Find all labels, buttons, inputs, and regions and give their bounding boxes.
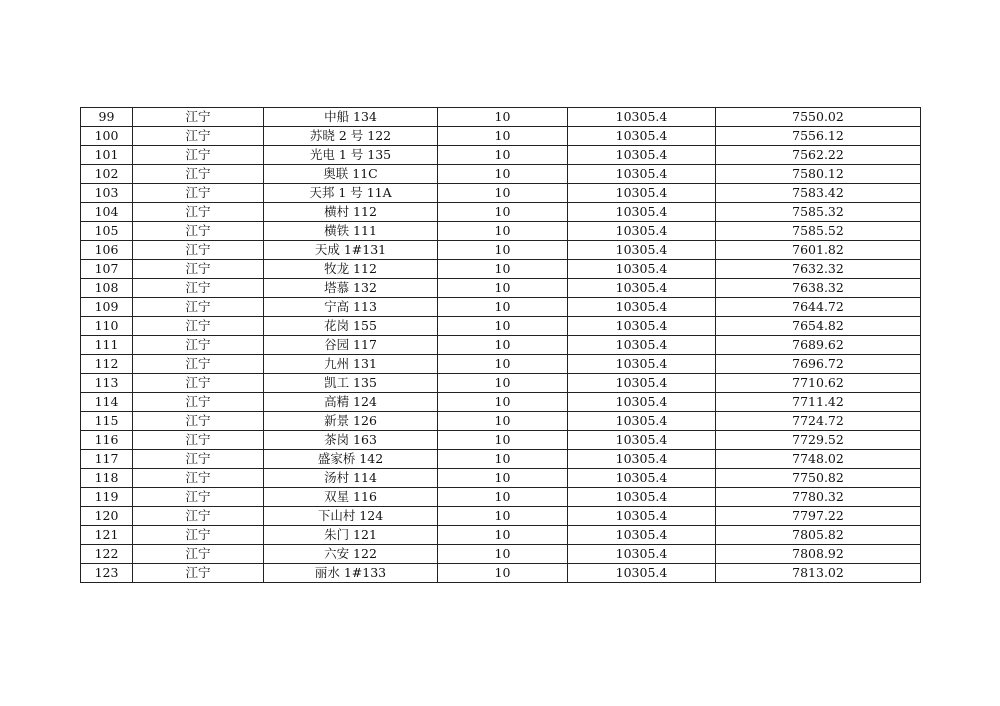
table-row <box>81 507 921 526</box>
data-table <box>80 107 921 583</box>
value-a-cell: 10 <box>438 469 568 488</box>
district-cell: 江宁 <box>133 184 264 203</box>
value-a-cell: 10 <box>438 127 568 146</box>
station-name-cell: 九州 131 <box>264 355 438 374</box>
value-c-cell: 7711.42 <box>716 393 921 412</box>
value-b-cell: 10305.4 <box>568 488 716 507</box>
value-b-cell: 10305.4 <box>568 108 716 127</box>
value-b-cell: 10305.4 <box>568 393 716 412</box>
row-number-cell: 115 <box>81 412 133 431</box>
value-c-cell: 7583.42 <box>716 184 921 203</box>
table-row <box>81 488 921 507</box>
station-name-cell: 牧龙 112 <box>264 260 438 279</box>
district-cell: 江宁 <box>133 545 264 564</box>
value-a-cell: 10 <box>438 526 568 545</box>
table-row <box>81 469 921 488</box>
value-a-cell: 10 <box>438 374 568 393</box>
value-c-cell: 7813.02 <box>716 564 921 583</box>
value-c-cell: 7750.82 <box>716 469 921 488</box>
row-number-cell: 110 <box>81 317 133 336</box>
table-row <box>81 317 921 336</box>
value-c-cell: 7556.12 <box>716 127 921 146</box>
district-cell: 江宁 <box>133 203 264 222</box>
district-cell: 江宁 <box>133 507 264 526</box>
station-name-cell: 六安 122 <box>264 545 438 564</box>
value-a-cell: 10 <box>438 431 568 450</box>
value-c-cell: 7654.82 <box>716 317 921 336</box>
value-b-cell: 10305.4 <box>568 412 716 431</box>
value-b-cell: 10305.4 <box>568 526 716 545</box>
district-cell: 江宁 <box>133 260 264 279</box>
station-name-cell: 宁高 113 <box>264 298 438 317</box>
value-a-cell: 10 <box>438 260 568 279</box>
value-a-cell: 10 <box>438 146 568 165</box>
value-b-cell: 10305.4 <box>568 279 716 298</box>
district-cell: 江宁 <box>133 355 264 374</box>
station-name-cell: 双星 116 <box>264 488 438 507</box>
district-cell: 江宁 <box>133 564 264 583</box>
row-number-cell: 117 <box>81 450 133 469</box>
row-number-cell: 108 <box>81 279 133 298</box>
value-a-cell: 10 <box>438 203 568 222</box>
value-b-cell: 10305.4 <box>568 355 716 374</box>
district-cell: 江宁 <box>133 127 264 146</box>
table-row <box>81 355 921 374</box>
value-a-cell: 10 <box>438 222 568 241</box>
value-c-cell: 7689.62 <box>716 336 921 355</box>
value-b-cell: 10305.4 <box>568 545 716 564</box>
district-cell: 江宁 <box>133 450 264 469</box>
station-name-cell: 花岗 155 <box>264 317 438 336</box>
row-number-cell: 116 <box>81 431 133 450</box>
station-name-cell: 凯工 135 <box>264 374 438 393</box>
table-row <box>81 336 921 355</box>
value-c-cell: 7562.22 <box>716 146 921 165</box>
table-row <box>81 298 921 317</box>
value-a-cell: 10 <box>438 241 568 260</box>
row-number-cell: 106 <box>81 241 133 260</box>
value-b-cell: 10305.4 <box>568 127 716 146</box>
row-number-cell: 109 <box>81 298 133 317</box>
row-number-cell: 122 <box>81 545 133 564</box>
value-a-cell: 10 <box>438 355 568 374</box>
table-row <box>81 431 921 450</box>
value-a-cell: 10 <box>438 279 568 298</box>
value-b-cell: 10305.4 <box>568 241 716 260</box>
station-name-cell: 新景 126 <box>264 412 438 431</box>
value-b-cell: 10305.4 <box>568 507 716 526</box>
district-cell: 江宁 <box>133 526 264 545</box>
value-a-cell: 10 <box>438 450 568 469</box>
table-row <box>81 127 921 146</box>
row-number-cell: 112 <box>81 355 133 374</box>
district-cell: 江宁 <box>133 393 264 412</box>
value-c-cell: 7724.72 <box>716 412 921 431</box>
value-c-cell: 7797.22 <box>716 507 921 526</box>
row-number-cell: 105 <box>81 222 133 241</box>
station-name-cell: 汤村 114 <box>264 469 438 488</box>
value-c-cell: 7601.82 <box>716 241 921 260</box>
station-name-cell: 丽水 1#133 <box>264 564 438 583</box>
row-number-cell: 101 <box>81 146 133 165</box>
value-c-cell: 7632.32 <box>716 260 921 279</box>
value-a-cell: 10 <box>438 545 568 564</box>
district-cell: 江宁 <box>133 317 264 336</box>
value-c-cell: 7550.02 <box>716 108 921 127</box>
table-row <box>81 165 921 184</box>
station-name-cell: 光电 1 号 135 <box>264 146 438 165</box>
station-name-cell: 奥联 11C <box>264 165 438 184</box>
district-cell: 江宁 <box>133 146 264 165</box>
row-number-cell: 119 <box>81 488 133 507</box>
table-row <box>81 393 921 412</box>
value-a-cell: 10 <box>438 108 568 127</box>
table-row <box>81 279 921 298</box>
district-cell: 江宁 <box>133 374 264 393</box>
row-number-cell: 111 <box>81 336 133 355</box>
station-name-cell: 中船 134 <box>264 108 438 127</box>
district-cell: 江宁 <box>133 279 264 298</box>
table-row <box>81 108 921 127</box>
row-number-cell: 104 <box>81 203 133 222</box>
table-row <box>81 222 921 241</box>
district-cell: 江宁 <box>133 108 264 127</box>
row-number-cell: 99 <box>81 108 133 127</box>
station-name-cell: 高精 124 <box>264 393 438 412</box>
row-number-cell: 103 <box>81 184 133 203</box>
station-name-cell: 盛家桥 142 <box>264 450 438 469</box>
value-c-cell: 7710.62 <box>716 374 921 393</box>
table-row <box>81 203 921 222</box>
value-b-cell: 10305.4 <box>568 222 716 241</box>
value-a-cell: 10 <box>438 488 568 507</box>
row-number-cell: 102 <box>81 165 133 184</box>
station-name-cell: 谷园 117 <box>264 336 438 355</box>
table-row <box>81 412 921 431</box>
value-a-cell: 10 <box>438 165 568 184</box>
row-number-cell: 100 <box>81 127 133 146</box>
value-b-cell: 10305.4 <box>568 431 716 450</box>
table-row <box>81 241 921 260</box>
district-cell: 江宁 <box>133 165 264 184</box>
value-b-cell: 10305.4 <box>568 146 716 165</box>
row-number-cell: 118 <box>81 469 133 488</box>
value-b-cell: 10305.4 <box>568 260 716 279</box>
value-b-cell: 10305.4 <box>568 298 716 317</box>
value-c-cell: 7638.32 <box>716 279 921 298</box>
table-row <box>81 545 921 564</box>
station-name-cell: 天成 1#131 <box>264 241 438 260</box>
table-body <box>81 108 921 583</box>
value-c-cell: 7808.92 <box>716 545 921 564</box>
value-b-cell: 10305.4 <box>568 165 716 184</box>
value-a-cell: 10 <box>438 412 568 431</box>
table-row <box>81 450 921 469</box>
district-cell: 江宁 <box>133 431 264 450</box>
district-cell: 江宁 <box>133 469 264 488</box>
value-a-cell: 10 <box>438 298 568 317</box>
station-name-cell: 塔慕 132 <box>264 279 438 298</box>
value-c-cell: 7696.72 <box>716 355 921 374</box>
value-a-cell: 10 <box>438 184 568 203</box>
value-b-cell: 10305.4 <box>568 374 716 393</box>
district-cell: 江宁 <box>133 222 264 241</box>
district-cell: 江宁 <box>133 336 264 355</box>
station-name-cell: 茶岗 163 <box>264 431 438 450</box>
value-a-cell: 10 <box>438 317 568 336</box>
value-c-cell: 7580.12 <box>716 165 921 184</box>
value-b-cell: 10305.4 <box>568 469 716 488</box>
row-number-cell: 114 <box>81 393 133 412</box>
value-c-cell: 7780.32 <box>716 488 921 507</box>
value-b-cell: 10305.4 <box>568 564 716 583</box>
value-a-cell: 10 <box>438 507 568 526</box>
value-c-cell: 7729.52 <box>716 431 921 450</box>
value-a-cell: 10 <box>438 336 568 355</box>
table-row <box>81 260 921 279</box>
station-name-cell: 横铁 111 <box>264 222 438 241</box>
row-number-cell: 123 <box>81 564 133 583</box>
value-c-cell: 7644.72 <box>716 298 921 317</box>
row-number-cell: 121 <box>81 526 133 545</box>
station-name-cell: 朱门 121 <box>264 526 438 545</box>
district-cell: 江宁 <box>133 241 264 260</box>
value-b-cell: 10305.4 <box>568 203 716 222</box>
value-b-cell: 10305.4 <box>568 317 716 336</box>
value-b-cell: 10305.4 <box>568 184 716 203</box>
value-c-cell: 7805.82 <box>716 526 921 545</box>
station-name-cell: 天邦 1 号 11A <box>264 184 438 203</box>
value-a-cell: 10 <box>438 393 568 412</box>
value-b-cell: 10305.4 <box>568 336 716 355</box>
table-row <box>81 146 921 165</box>
district-cell: 江宁 <box>133 488 264 507</box>
row-number-cell: 113 <box>81 374 133 393</box>
district-cell: 江宁 <box>133 298 264 317</box>
station-name-cell: 苏晓 2 号 122 <box>264 127 438 146</box>
station-name-cell: 下山村 124 <box>264 507 438 526</box>
table-row <box>81 564 921 583</box>
station-name-cell: 横村 112 <box>264 203 438 222</box>
table-row <box>81 184 921 203</box>
row-number-cell: 107 <box>81 260 133 279</box>
district-cell: 江宁 <box>133 412 264 431</box>
value-c-cell: 7585.52 <box>716 222 921 241</box>
row-number-cell: 120 <box>81 507 133 526</box>
value-a-cell: 10 <box>438 564 568 583</box>
value-b-cell: 10305.4 <box>568 450 716 469</box>
value-c-cell: 7585.32 <box>716 203 921 222</box>
table-row <box>81 526 921 545</box>
table-row <box>81 374 921 393</box>
value-c-cell: 7748.02 <box>716 450 921 469</box>
